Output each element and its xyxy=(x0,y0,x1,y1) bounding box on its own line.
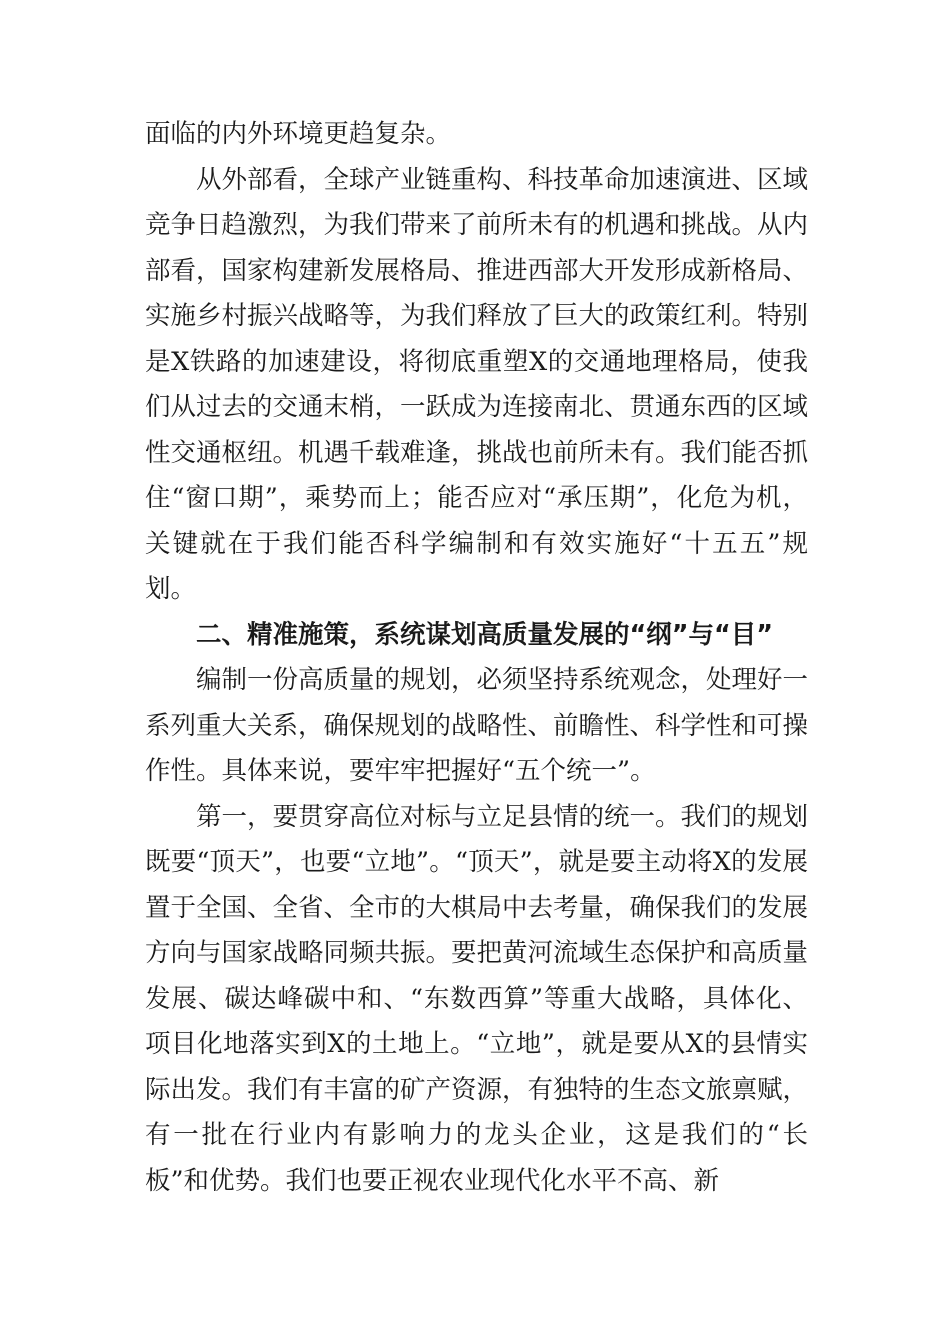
paragraph-first-unity: 第一，要贯穿高位对标与立足县情的统一。我们的规划既要“顶天”，也要“立地”。“顶天”，就是要主动将X的发展置于全国、全省、全市的大棋局中去考量，确保我们的发展方向与国家战略同频共振。要把黄河流域生态保护和高质量发展、碳达峰碳中和、“东数西算”等重大战略，具体化、项目化地落实到X的土地上。“立地”，就是要从X的县情实际出发。我们有丰富的矿产资源，有独特的生态文旅禀赋，有一批在行业内有影响力的龙头企业，这是我们的“长板”和优势。我们也要正视农业现代化水平不高、新 xyxy=(145,801,809,1196)
paragraph-plan-compilation: 编制一份高质量的规划，必须坚持系统观念，处理好一系列重大关系，确保规划的战略性、前瞻性、科学性和可操作性。具体来说，要牢牢把握好“五个统一”。 xyxy=(145,665,809,786)
paragraph-external-internal: 从外部看，全球产业链重构、科技革命加速演进、区域竞争日趋激烈，为我们带来了前所未有的机遇和挑战。从内部看，国家构建新发展格局、推进西部大开发形成新格局、实施乡村振兴战略等，为我们释放了巨大的政策红利。特别是X铁路的加速建设，将彻底重塑X的交通地理格局，使我们从过去的交通末梢，一跃成为连接南北、贯通东西的区域性交通枢纽。机遇千载难逢，挑战也前所未有。我们能否抓住“窗口期”，乘势而上；能否应对“承压期”，化危为机，关键就在于我们能否科学编制和有效实施好“十五五”规划。 xyxy=(145,164,809,604)
paragraph-continuation: 面临的内外环境更趋复杂。 xyxy=(145,119,452,149)
section-heading-two: 二、精准施策，系统谋划高质量发展的“纲”与“目” xyxy=(196,619,774,650)
document-page xyxy=(145,112,808,1204)
